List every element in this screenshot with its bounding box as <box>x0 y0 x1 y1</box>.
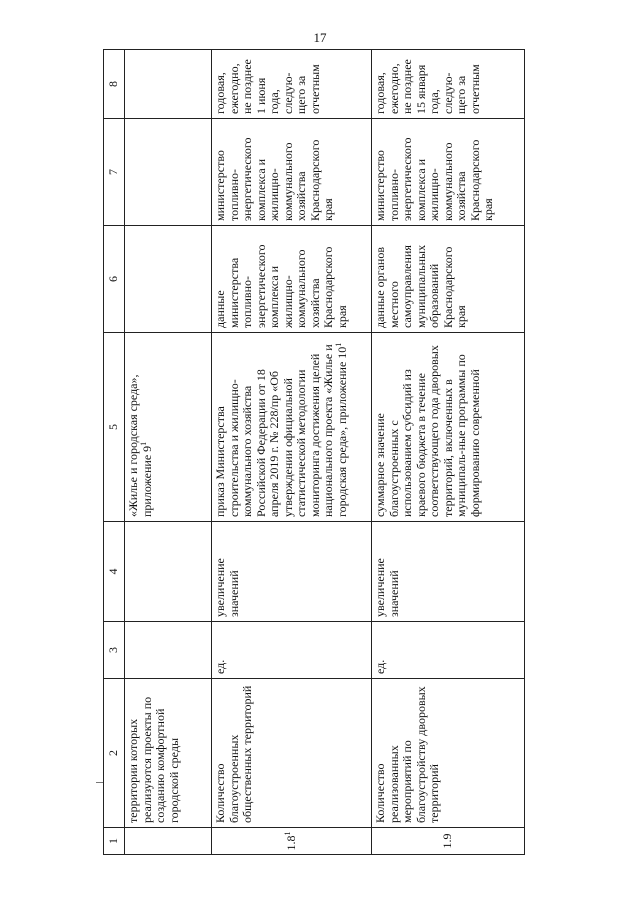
row-number <box>125 828 212 855</box>
calculation-method: суммарное значение благоустроенных с использованием субсидий из краевого бюджета в течение соответствующего года дворовых территорий, включенных в муниципаль-ные программы по формированию современной <box>372 333 525 522</box>
data-source <box>125 226 212 333</box>
responsible-body: министерство топливно-энергетического комплекса и жилищно-коммунального хозяйства Краснодарского края <box>372 119 525 226</box>
rotated-table-wrapper <box>103 50 523 855</box>
table-row <box>212 50 372 855</box>
indicators-table <box>103 49 525 855</box>
column-header: 1 <box>104 828 125 855</box>
calculation-method: приказ Министерства строительства и жилищно-коммунального хозяйства Российской Федерации от 18 апреля 2019 г. № 228/пр «Об утверждении официальной статистической методологии мониторинга достижения целей национального проекта «Жилье и городская среда», приложение $10^1$ <box>212 333 372 522</box>
unit-of-measure <box>125 622 212 679</box>
indicator-name: территории которых реализуются проекты по созданию комфортной городской среды <box>125 679 212 828</box>
column-header: 4 <box>104 522 125 622</box>
reporting-deadline: годовая, ежегодно, не позднее 1 июня года, следую-щего за отчетным <box>212 50 372 119</box>
table-row <box>125 50 212 855</box>
unit-of-measure: ед. <box>372 622 525 679</box>
reporting-deadline: годовая, ежегодно, не позднее 15 января года, следую-щего за отчетным <box>372 50 525 119</box>
responsible-body <box>125 119 212 226</box>
row-number: 1.9 <box>372 828 525 855</box>
table-header-row <box>104 50 125 855</box>
data-source: данные министерства топливно-энергетического комплекса и жилищно-коммунального хозяйства Краснодарского края <box>212 226 372 333</box>
column-header: 3 <box>104 622 125 679</box>
column-header: 2 <box>104 679 125 828</box>
direction: увеличение значений <box>372 522 525 622</box>
unit-of-measure: ед. <box>212 622 372 679</box>
indicator-name: Количество реализованных мероприятий по благоустройству дворовых территорий <box>372 679 525 828</box>
reporting-deadline <box>125 50 212 119</box>
indicator-name: Количество благоустроенных общественных территорий <box>212 679 372 828</box>
row-number: $1.8^1$ <box>212 828 372 855</box>
page-number: 17 <box>313 30 327 45</box>
table-row <box>372 50 525 855</box>
column-header: 7 <box>104 119 125 226</box>
data-source: данные органов местного самоуправления муниципальных образований Краснодарского края <box>372 226 525 333</box>
column-header: 5 <box>104 333 125 522</box>
direction <box>125 522 212 622</box>
column-header: 8 <box>104 50 125 119</box>
calculation-method: «Жилье и городская среда», приложение $9^1$ <box>125 333 212 522</box>
column-header: 6 <box>104 226 125 333</box>
responsible-body: министерство топливно-энергетического комплекса и жилищно-коммунального хозяйства Краснодарского края <box>212 119 372 226</box>
direction: увеличение значений <box>212 522 372 622</box>
